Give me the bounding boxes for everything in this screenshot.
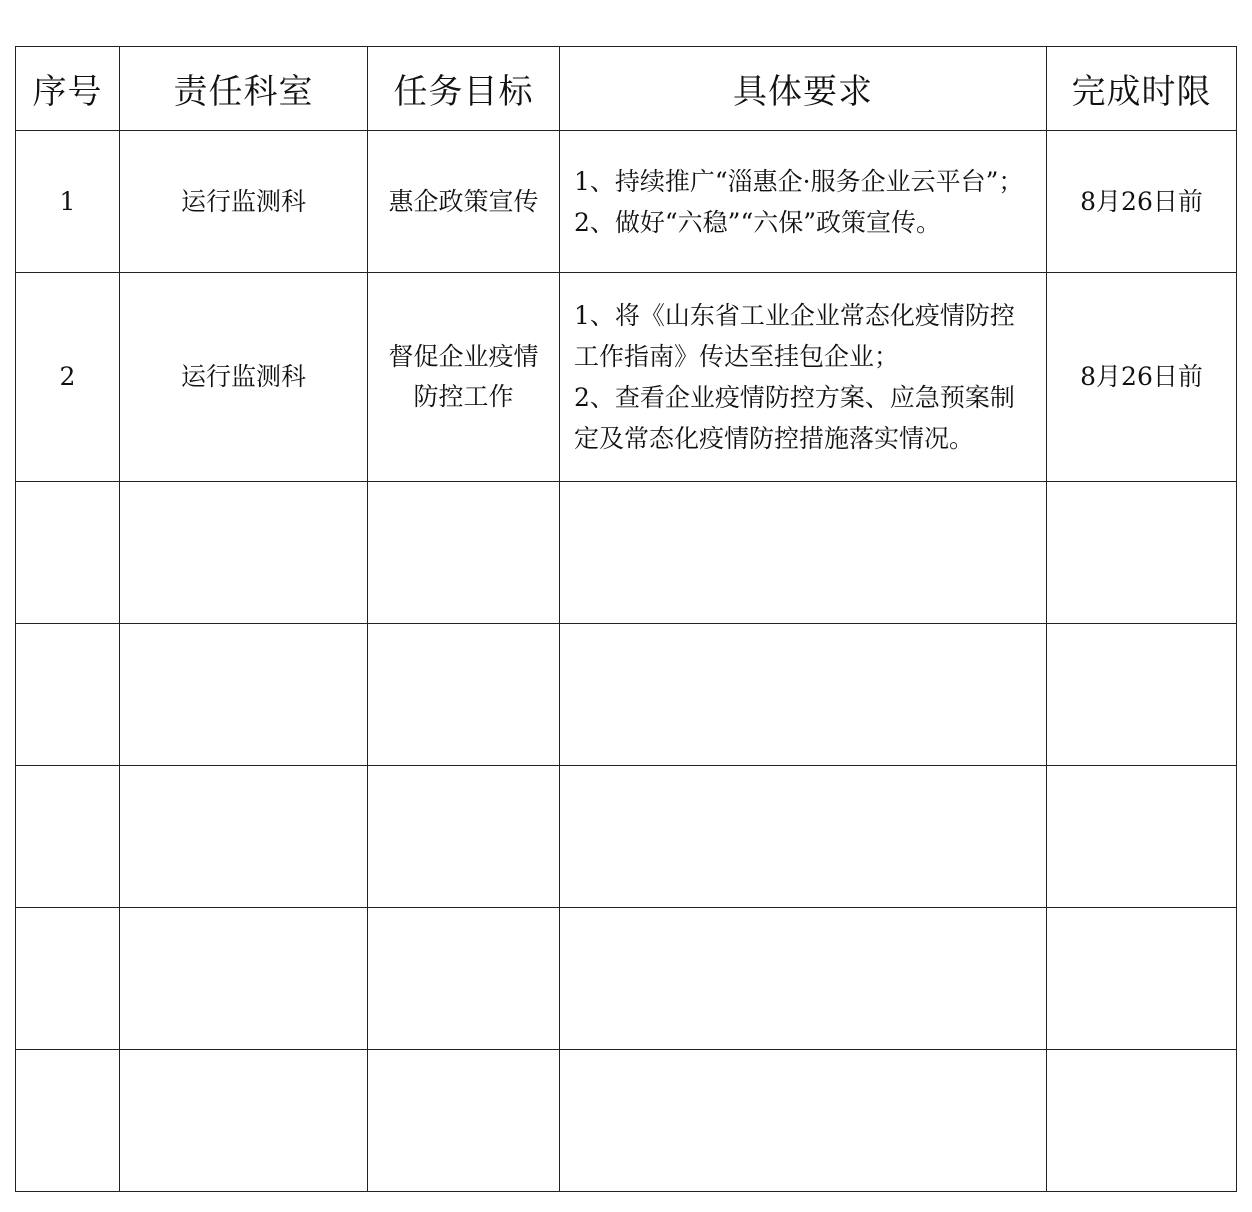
empty-cell (368, 624, 560, 766)
header-deadline: 完成时限 (1047, 47, 1237, 131)
deadline-cell: 8月26日前 (1047, 131, 1237, 273)
empty-cell (560, 482, 1047, 624)
empty-cell (16, 908, 120, 1050)
empty-table-row (16, 766, 1237, 908)
empty-cell (1047, 766, 1237, 908)
goal-text: 督促企业疫情防控工作 (388, 342, 539, 411)
empty-cell (368, 908, 560, 1050)
requirement-line: 1、将《山东省工业企业常态化疫情防控工作指南》传达至挂包企业； (574, 301, 1015, 371)
empty-cell (560, 908, 1047, 1050)
empty-cell (1047, 1050, 1237, 1192)
empty-table-row (16, 908, 1237, 1050)
task-table (15, 46, 1237, 1192)
goal-cell (368, 273, 560, 482)
requirement-line: 2、查看企业疫情防控方案、应急预案制定及常态化疫情防控措施落实情况。 (574, 383, 1015, 453)
empty-cell (368, 482, 560, 624)
empty-cell (16, 766, 120, 908)
dept-cell: 运行监测科 (120, 131, 368, 273)
deadline-cell: 8月26日前 (1047, 273, 1237, 482)
empty-cell (1047, 624, 1237, 766)
empty-cell (16, 482, 120, 624)
empty-cell (120, 1050, 368, 1192)
empty-table-row (16, 1050, 1237, 1192)
requirement-line: 2、做好“六稳”“六保”政策宣传。 (574, 207, 942, 237)
dept-cell: 运行监测科 (120, 273, 368, 482)
seq-cell: 2 (16, 273, 120, 482)
empty-cell (120, 624, 368, 766)
table-row (16, 273, 1237, 482)
empty-cell (560, 1050, 1047, 1192)
empty-cell (1047, 908, 1237, 1050)
empty-cell (120, 482, 368, 624)
empty-cell (560, 766, 1047, 908)
empty-cell (368, 766, 560, 908)
requirement-line: 1、持续推广“淄惠企·服务企业云平台”； (574, 166, 1024, 196)
goal-text: 惠企政策宣传 (388, 186, 539, 216)
empty-cell (120, 908, 368, 1050)
goal-cell (368, 131, 560, 273)
empty-cell (16, 624, 120, 766)
table-row (16, 131, 1237, 273)
requirements-cell (560, 131, 1047, 273)
empty-cell (16, 1050, 120, 1192)
requirements-cell (560, 273, 1047, 482)
seq-cell: 1 (16, 131, 120, 273)
empty-cell (560, 624, 1047, 766)
empty-cell (120, 766, 368, 908)
table-header-row (16, 47, 1237, 131)
header-dept: 责任科室 (120, 47, 368, 131)
header-seq: 序号 (16, 47, 120, 131)
header-requirements: 具体要求 (560, 47, 1047, 131)
empty-table-row (16, 482, 1237, 624)
empty-table-row (16, 624, 1237, 766)
empty-cell (1047, 482, 1237, 624)
header-goal: 任务目标 (368, 47, 560, 131)
empty-cell (368, 1050, 560, 1192)
